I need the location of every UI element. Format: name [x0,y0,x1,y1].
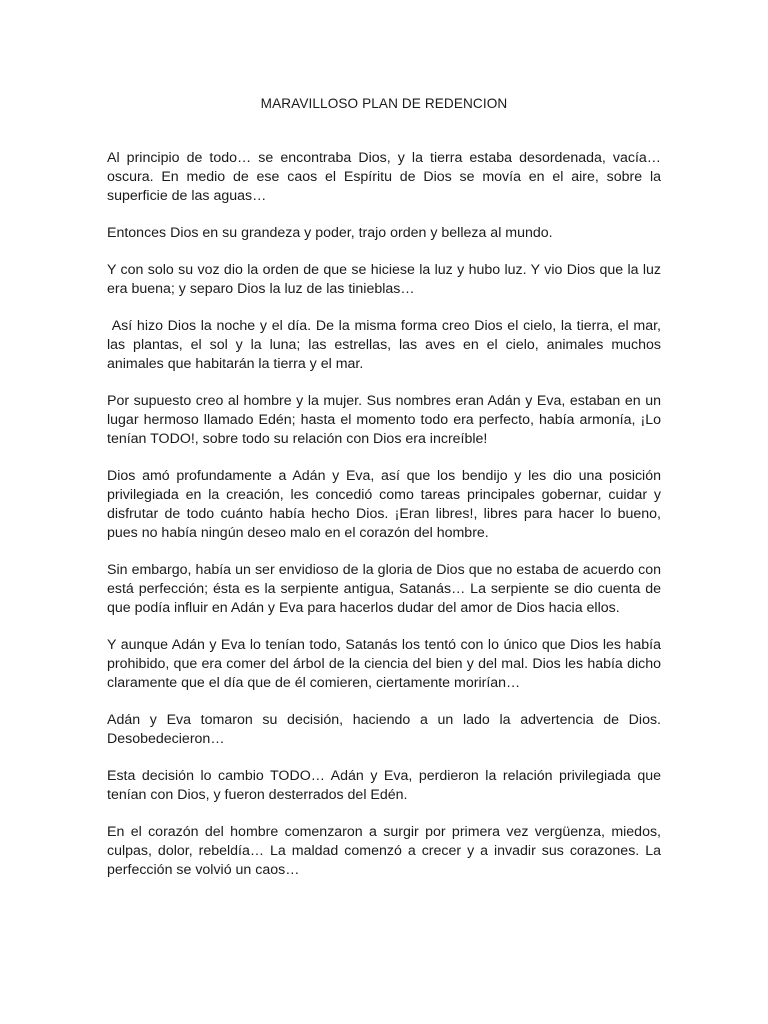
paragraph: Por supuesto creo al hombre y la mujer. Sus nombres eran Adán y Eva, estaban en un lugar hermoso llamado Edén; hasta el momento todo era perfecto, había armonía, ¡Lo tenían TODO!, sobre todo su relación con Dios era increíble! [107,393,665,447]
document-title: MARAVILLOSO PLAN DE REDENCION [260,96,508,111]
paragraph: Dios amó profundamente a Adán y Eva, así que los bendijo y les dio una posición privilegiada en la creación, les concedió como tareas principales gobernar, cuidar y disfrutar de todo cuánto había hecho Dios. ¡Eran libres!, libres para hacer lo bueno, pues no había ningún deseo malo en el corazón del hombre. [107,468,665,541]
paragraph: Sin embargo, había un ser envidioso de la gloria de Dios que no estaba de acuerdo con está perfección; ésta es la serpiente antigua, Satanás… La serpiente se dio cuenta de que podía influir en Adán y Eva para hacerlos dudar del amor de Dios hacia ellos. [107,562,665,616]
paragraph: En el corazón del hombre comenzaron a surgir por primera vez vergüenza, miedos, culpas, dolor, rebeldía… La maldad comenzó a crecer y a invadir sus corazones. La perfección se volvió un caos… [107,824,665,878]
paragraph: Adán y Eva tomaron su decisión, haciendo a un lado la advertencia de Dios. Desobedecieron… [107,712,665,747]
paragraph: Esta decisión lo cambio TODO… Adán y Eva, perdieron la relación privilegiada que tenían con Dios, y fueron desterrados del Edén. [107,768,665,803]
paragraph: Entonces Dios en su grandeza y poder, trajo orden y belleza al mundo. [107,225,553,241]
paragraph: Y aunque Adán y Eva lo tenían todo, Satanás los tentó con lo único que Dios les había prohibido, que era comer del árbol de la ciencia del bien y del mal. Dios les había dicho claramente que el día que de él comieren, ciertamente morirían… [107,637,665,691]
paragraph: Y con solo su voz dio la orden de que se hiciese la luz y hubo luz. Y vio Dios que la luz era buena; y separo Dios la luz de las tinieblas… [107,262,665,297]
paragraph: Al principio de todo… se encontraba Dios, y la tierra estaba desordenada, vacía… oscura. En medio de ese caos el Espíritu de Dios se movía en el aire, sobre la superficie de las aguas… [107,150,665,204]
paragraph: Así hizo Dios la noche y el día. De la misma forma creo Dios el cielo, la tierra, el mar, las plantas, el sol y la luna; las estrellas, las aves en el cielo, animales muchos animales que habitarán la tierra y el mar. [107,318,665,372]
document-body [107,149,665,898]
